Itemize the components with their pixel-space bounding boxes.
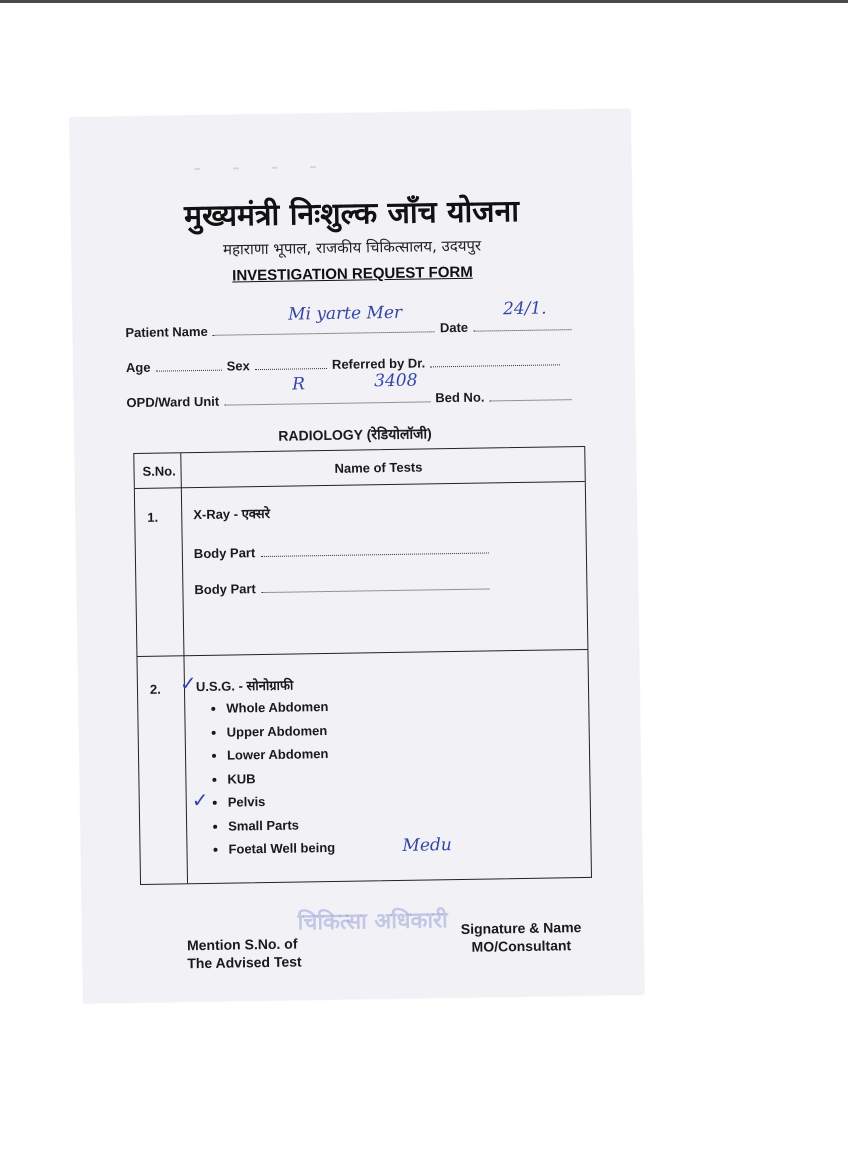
list-item[interactable]: • KUB — [227, 765, 334, 790]
footer-right-line-2: MO/Consultant — [471, 937, 572, 955]
hospital-name: महाराणा भूपाल, राजकीय चिकित्सालय, उदयपुर — [222, 236, 482, 259]
referred-by-label: Referred by Dr. — [331, 355, 426, 372]
opd-handwritten-unit: R — [292, 374, 306, 395]
date-handwritten: 24/1. — [502, 298, 547, 320]
row-divider — [137, 649, 587, 657]
usg-options-list — [208, 695, 335, 861]
tick-mark-icon: ✓ — [179, 671, 197, 696]
list-item[interactable]: • Small Parts — [228, 812, 335, 837]
header-tests: Name of Tests — [334, 459, 423, 476]
date-label: Date — [439, 319, 469, 336]
opd-bed-row — [126, 385, 571, 411]
tests-table — [133, 446, 592, 885]
stamp-mark: चिकित्सा अधिकारी — [297, 908, 448, 936]
age-label: Age — [125, 359, 151, 376]
age-line[interactable] — [155, 358, 221, 372]
opd-line[interactable] — [224, 389, 430, 405]
opd-label: OPD/Ward Unit — [126, 393, 220, 411]
row-2-sno: 2. — [149, 681, 161, 697]
body-part-line[interactable] — [260, 540, 488, 557]
scheme-title: मुख्यमंत्री निःशुल्क जाँच योजना — [183, 193, 520, 235]
row-1-body-part-2 — [194, 574, 489, 598]
list-item[interactable]: • Lower Abdomen — [227, 742, 334, 767]
column-divider — [180, 453, 188, 883]
list-item[interactable]: • Pelvis — [228, 789, 335, 814]
form-title: INVESTIGATION REQUEST FORM — [232, 263, 473, 285]
list-item[interactable]: • Upper Abdomen — [226, 718, 333, 743]
footer-right-line-1: Signature & Name — [460, 919, 582, 937]
bed-label: Bed No. — [435, 389, 485, 406]
scan-top-edge — [0, 0, 848, 3]
body-part-label: Body Part — [193, 545, 256, 562]
row-2-test: U.S.G. - सोनोग्राफी — [195, 677, 294, 695]
section-title-radiology: RADIOLOGY (रेडियोलॉजी) — [278, 425, 432, 444]
footer-signature — [461, 918, 582, 956]
sex-line[interactable] — [255, 356, 327, 370]
request-form-paper — [70, 109, 644, 1003]
header-sno: S.No. — [142, 463, 176, 479]
tick-mark-icon: ✓ — [191, 787, 209, 813]
row-1-sno: 1. — [147, 509, 159, 525]
sex-label: Sex — [226, 358, 250, 374]
list-item[interactable]: • Foetal Well being — [228, 836, 335, 861]
row-1-body-part-1 — [194, 538, 489, 562]
body-part-label: Body Part — [194, 581, 256, 598]
referred-by-line[interactable] — [430, 352, 560, 367]
list-item[interactable]: • Whole Abdomen — [226, 695, 333, 720]
date-line[interactable] — [473, 317, 571, 332]
footer-mention-sno — [187, 934, 302, 972]
footer-left-line-2: The Advised Test — [187, 953, 302, 972]
age-sex-row — [126, 350, 561, 376]
body-part-line[interactable] — [261, 576, 489, 593]
opd-handwritten-number: 3408 — [374, 370, 418, 392]
handwritten-note: Medu — [402, 835, 452, 856]
bed-line[interactable] — [489, 387, 571, 401]
patient-name-handwritten: Mi yarte Mer — [287, 302, 403, 325]
row-1-test: X-Ray - एक्सरे — [193, 505, 271, 523]
faint-mark: - - - - — [190, 153, 326, 182]
patient-name-label: Patient Name — [125, 323, 208, 341]
footer-left-line-1: Mention S.No. of — [186, 935, 298, 954]
